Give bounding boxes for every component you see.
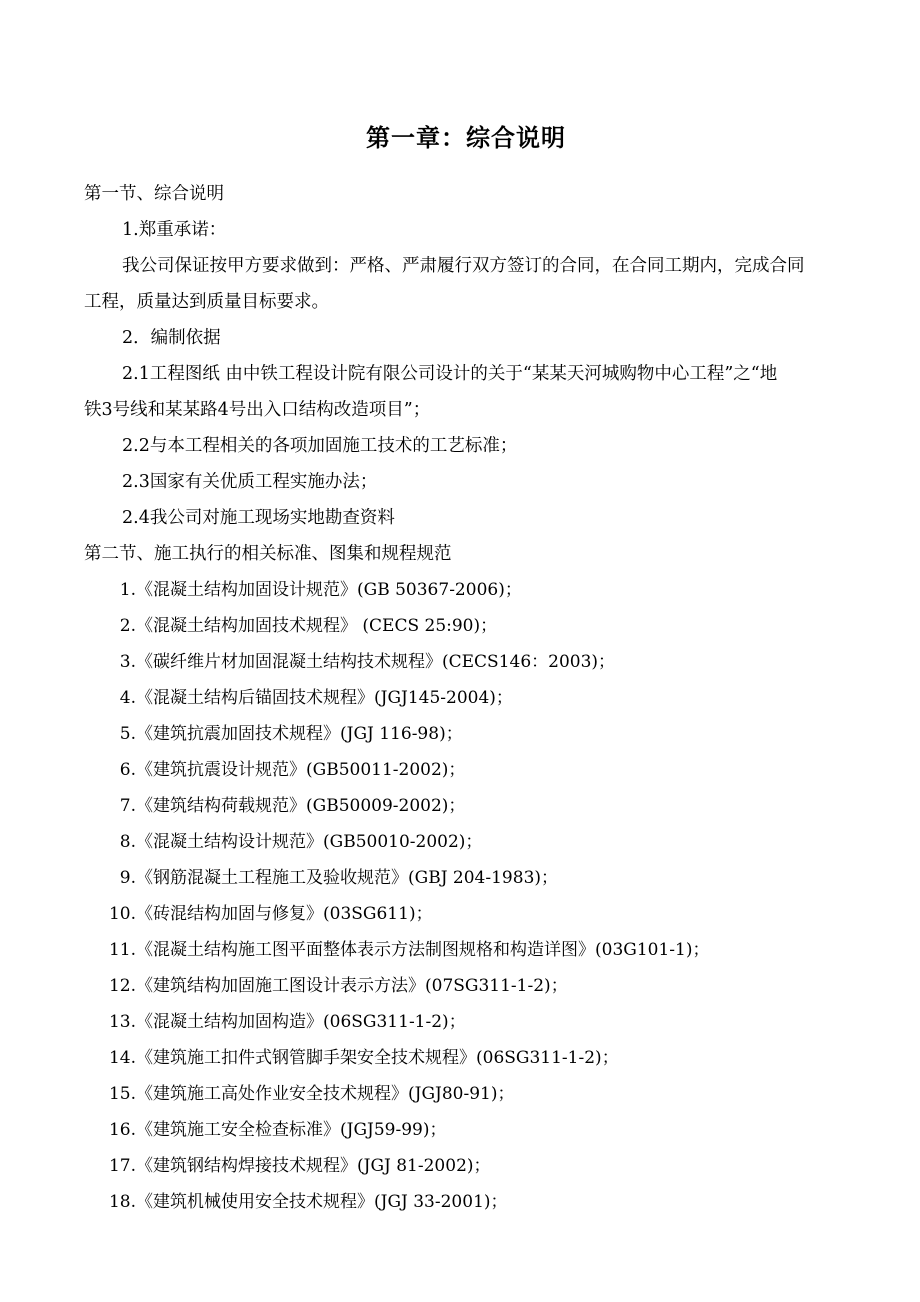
list-item-text: 《混凝土结构加固设计规范》(GB 50367-2006)； xyxy=(136,580,522,600)
list-item xyxy=(96,794,466,818)
list-item-number: 2. xyxy=(119,616,136,636)
list-item xyxy=(96,938,710,962)
list-item-number: 11. xyxy=(108,940,136,960)
list-item-text: 《建筑施工高处作业安全技术规程》(JGJ80-91)； xyxy=(136,1084,515,1104)
list-item-text: 《混凝土结构施工图平面整体表示方法制图规格和构造详图》(03G101-1)； xyxy=(136,940,710,960)
list-item-number: 15. xyxy=(108,1084,136,1104)
section-heading-2: 第二节、施工执行的相关标准、图集和规程规范 xyxy=(84,544,452,564)
list-item-text: 《建筑抗震设计规范》(GB50011-2002)； xyxy=(136,760,466,780)
list-item-text: 《建筑抗震加固技术规程》(JGJ 116-98)； xyxy=(136,724,463,744)
list-item-number: 14. xyxy=(108,1048,136,1068)
list-item xyxy=(96,650,616,674)
list-item xyxy=(96,902,433,926)
commitment-label: 1.郑重承诺： xyxy=(122,220,227,240)
list-item xyxy=(96,1154,491,1178)
list-item-text: 《建筑施工扣件式钢管脚手架安全技术规程》(06SG311-1-2)； xyxy=(136,1048,619,1068)
basis-2-2: 2.2与本工程相关的各项加固施工技术的工艺标准； xyxy=(122,436,518,456)
list-item-number: 17. xyxy=(108,1156,136,1176)
list-item-number: 18. xyxy=(108,1192,136,1212)
list-item xyxy=(96,758,466,782)
list-item-number: 4. xyxy=(119,688,136,708)
basis-2-3: 2.3国家有关优质工程实施办法； xyxy=(122,472,378,492)
list-item-number: 12. xyxy=(108,976,136,996)
list-item xyxy=(96,578,522,602)
commitment-text-line1: 我公司保证按甲方要求做到：严格、严肃履行双方签订的合同，在合同工期内，完成合同 xyxy=(122,256,805,276)
list-item-text: 《碳纤维片材加固混凝土结构技术规程》(CECS146：2003)； xyxy=(136,652,616,672)
commitment-text-line2: 工程，质量达到质量目标要求。 xyxy=(84,292,329,312)
list-item-text: 《混凝土结构后锚固技术规程》(JGJ145-2004)； xyxy=(136,688,513,708)
list-item-text: 《建筑结构加固施工图设计表示方法》(07SG311-1-2)； xyxy=(136,976,568,996)
basis-label: 2．编制依据 xyxy=(122,328,221,348)
chapter-title: 第一章：综合说明 xyxy=(366,124,566,152)
list-item-number: 8. xyxy=(119,832,136,852)
list-item-text: 《建筑结构荷载规范》(GB50009-2002)； xyxy=(136,796,466,816)
list-item-text: 《建筑钢结构焊接技术规程》(JGJ 81-2002)； xyxy=(136,1156,491,1176)
list-item xyxy=(96,1118,447,1142)
list-item xyxy=(96,686,513,710)
list-item-text: 《混凝土结构加固构造》(06SG311-1-2)； xyxy=(136,1012,466,1032)
list-item-number: 5. xyxy=(119,724,136,744)
list-item-number: 9. xyxy=(119,868,136,888)
list-item-number: 7. xyxy=(119,796,136,816)
list-item xyxy=(96,1010,466,1034)
list-item xyxy=(96,722,463,746)
list-item-number: 1. xyxy=(119,580,136,600)
basis-2-1-line1: 2.1工程图纸 由中铁工程设计院有限公司设计的关于“某某天河城购物中心工程”之“地 xyxy=(122,364,778,384)
section-heading-1: 第一节、综合说明 xyxy=(84,184,224,204)
list-item-text: 《砖混结构加固与修复》(03SG611)； xyxy=(136,904,433,924)
list-item xyxy=(96,830,483,854)
list-item-number: 6. xyxy=(119,760,136,780)
basis-2-1-line2: 铁3号线和某某路4号出入口结构改造项目”； xyxy=(84,400,431,420)
list-item-text: 《建筑施工安全检查标准》(JGJ59-99)； xyxy=(136,1120,447,1140)
list-item-number: 13. xyxy=(108,1012,136,1032)
list-item-number: 10. xyxy=(108,904,136,924)
list-item xyxy=(96,1190,508,1214)
list-item xyxy=(96,866,559,890)
list-item-text: 《钢筋混凝土工程施工及验收规范》(GBJ 204-1983)； xyxy=(136,868,559,888)
list-item xyxy=(96,614,498,638)
list-item-number: 16. xyxy=(108,1120,136,1140)
list-item xyxy=(96,1046,619,1070)
list-item-text: 《混凝土结构设计规范》(GB50010-2002)； xyxy=(136,832,483,852)
list-item xyxy=(96,974,568,998)
list-item-text: 《建筑机械使用安全技术规程》(JGJ 33-2001)； xyxy=(136,1192,508,1212)
list-item-number: 3. xyxy=(119,652,136,672)
list-item-text: 《混凝土结构加固技术规程》 (CECS 25:90)； xyxy=(136,616,498,636)
list-item xyxy=(96,1082,515,1106)
basis-2-4: 2.4我公司对施工现场实地勘查资料 xyxy=(122,508,395,528)
